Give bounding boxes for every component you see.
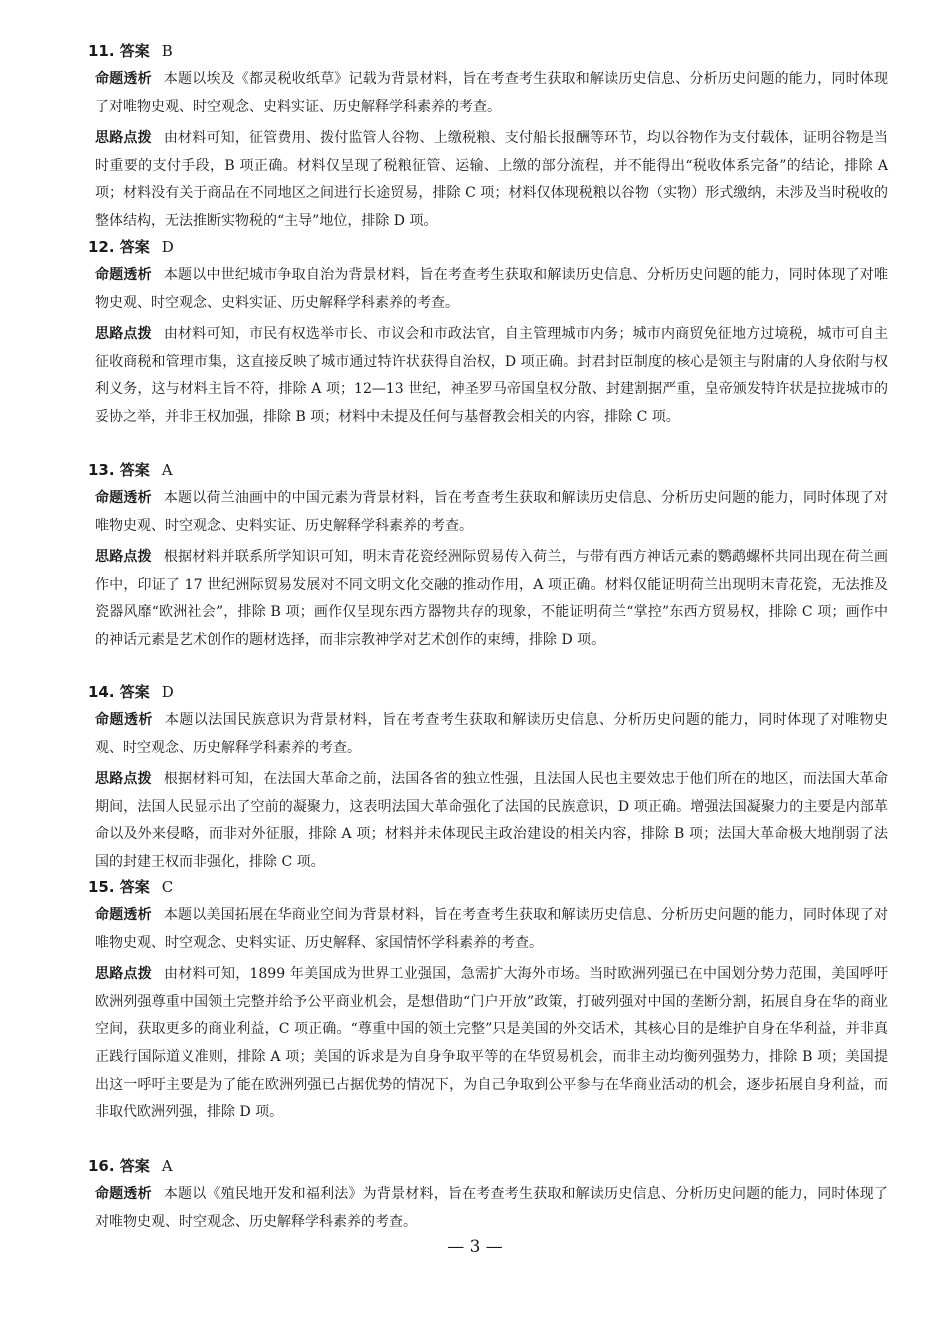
question-label: 13. 答案 (88, 461, 150, 479)
answer-letter: D (161, 238, 174, 256)
hint-paragraph (95, 544, 888, 654)
question-heading (88, 459, 888, 481)
hint-text: 由材料可知，征管费用、拨付监管人谷物、上缴税粮、支付船长报酬等环节，均以谷物作为支付载体，证明谷物是当时重要的支付手段，B 项正确。材料仅呈现了税粮征管、运输、上缴的部分流程，并不能得出“税收体系完备”的结论，排除 A 项；材料没有关于商品在不同地区之间进行长途贸易，排除 C 项；材料仅体现税粮以谷物（实物）形式缴纳，未涉及当时税收的整体结构，无法推断实物税的“主导”地位，排除 D 项。 (95, 130, 889, 229)
hint-paragraph (95, 961, 888, 1127)
analysis-text: 本题以法国民族意识为背景材料，旨在考查考生获取和解读历史信息、分析历史问题的能力，同时体现了对唯物史观、时空观念、历史解释学科素养的考查。 (95, 712, 889, 756)
analysis-paragraph (95, 66, 888, 121)
question-label: 12. 答案 (88, 238, 150, 256)
hint-paragraph (95, 766, 888, 876)
question-12 (68, 236, 888, 432)
analysis-paragraph (95, 1181, 888, 1236)
answer-letter: B (161, 42, 173, 60)
question-label: 15. 答案 (88, 878, 150, 896)
analysis-text: 本题以埃及《都灵税收纸草》记载为背景材料，旨在考查考生获取和解读历史信息、分析历史问题的能力，同时体现了对唯物史观、时空观念、史料实证、历史解释学科素养的考查。 (95, 71, 889, 115)
hint-text: 由材料可知，1899 年美国成为世界工业强国，急需扩大海外市场。当时欧洲列强已在中国划分势力范围，美国呼吁欧洲列强尊重中国领土完整并给予公平商业机会，是想借助“门户开放”政策，打破列强对中国的垄断分割，拓展自身在华的商业空间，获取更多的商业利益，C 项正确。“尊重中国的领土完整”只是美国的外交话术，其核心目的是维护自身在华利益，并非真正践行国际道义准则，排除 A 项；美国的诉求是为自身争取平等的在华贸易机会，而非主动均衡列强势力，排除 B 项；美国提出这一呼吁主要是为了能在欧洲列强已占据优势的情况下，为自己争取到公平参与在华商业活动的机会，逐步拓展自身利益，而非取代欧洲列强，排除 D 项。 (95, 966, 889, 1121)
answer-letter: A (161, 461, 173, 479)
analysis-text: 本题以美国拓展在华商业空间为背景材料，旨在考查考生获取和解读历史信息、分析历史问题的能力，同时体现了对唯物史观、时空观念、史料实证、历史解释、家国情怀学科素养的考查。 (95, 907, 889, 951)
analysis-label: 命题透析 (95, 712, 153, 728)
analysis-paragraph (95, 707, 888, 762)
answer-letter: C (161, 878, 174, 896)
question-15 (68, 876, 888, 1127)
analysis-label: 命题透析 (95, 907, 152, 923)
hint-label: 思路点拨 (95, 966, 152, 983)
analysis-paragraph (95, 485, 888, 540)
hint-label: 思路点拨 (95, 771, 152, 788)
hint-label: 思路点拨 (95, 549, 152, 566)
hint-text: 根据材料并联系所学知识可知，明末青花瓷经洲际贸易传入荷兰，与带有西方神话元素的鹦鹉螺杯共同出现在荷兰画作中，印证了 17 世纪洲际贸易发展对不同文明文化交融的推动作用，A 项正确。材料仅能证明荷兰出现明末青花瓷，无法推及瓷器风靡“欧洲社会”，排除 B 项；画作仅呈现东西方器物共存的现象，不能证明荷兰“掌控”东西方贸易权，排除 C 项；画作中的神话元素是艺术创作的题材选择，而非宗教神学对艺术创作的束缚，排除 D 项。 (95, 549, 889, 648)
analysis-label: 命题透析 (95, 267, 152, 283)
page-number: — 3 — (447, 1237, 503, 1257)
hint-text: 由材料可知，市民有权选举市长、市议会和市政法官，自主管理城市内务；城市内商贸免征地方过境税，城市可自主征收商税和管理市集，这直接反映了城市通过特许状获得自治权，D 项正确。封君封臣制度的核心是领主与附庸的人身依附与权利义务，这与材料主旨不符，排除 A 项；12—13 世纪，神圣罗马帝国皇权分散、封建割据严重，皇帝颁发特许状是拉拢城市的妥协之举，并非王权加强，排除 B 项；材料中未提及任何与基督教会相关的内容，排除 C 项。 (95, 326, 889, 425)
analysis-paragraph (95, 262, 888, 317)
question-11 (68, 40, 888, 236)
analysis-paragraph (95, 902, 888, 957)
question-heading (88, 681, 888, 703)
question-13 (68, 459, 888, 655)
analysis-label: 命题透析 (95, 1186, 152, 1202)
analysis-text: 本题以中世纪城市争取自治为背景材料，旨在考查考生获取和解读历史信息、分析历史问题的能力，同时体现了对唯物史观、时空观念、史料实证、历史解释学科素养的考查。 (95, 267, 889, 311)
question-heading (88, 40, 888, 62)
question-label: 16. 答案 (88, 1157, 150, 1175)
question-heading (88, 1155, 888, 1177)
question-label: 14. 答案 (88, 683, 150, 701)
question-14 (68, 681, 888, 877)
answer-letter: D (161, 683, 174, 701)
analysis-text: 本题以荷兰油画中的中国元素为背景材料，旨在考查考生获取和解读历史信息、分析历史问题的能力，同时体现了对唯物史观、时空观念、史料实证、历史解释学科素养的考查。 (95, 490, 889, 534)
hint-text: 根据材料可知，在法国大革命之前，法国各省的独立性强，且法国人民也主要效忠于他们所在的地区，而法国大革命期间，法国人民显示出了空前的凝聚力，这表明法国大革命强化了法国的民族意识，D 项正确。增强法国凝聚力的主要是内部革命以及外来侵略，而非对外征服，排除 A 项；材料并未体现民主政治建设的相关内容，排除 B 项；法国大革命极大地削弱了法国的封建王权而非强化，排除 C 项。 (95, 771, 889, 870)
question-16 (68, 1155, 888, 1236)
hint-label: 思路点拨 (95, 326, 152, 343)
hint-label: 思路点拨 (95, 130, 152, 147)
answer-letter: A (161, 1157, 173, 1175)
hint-paragraph (95, 125, 888, 235)
question-label: 11. 答案 (88, 42, 150, 60)
analysis-label: 命题透析 (95, 71, 152, 87)
question-heading (88, 236, 888, 258)
analysis-text: 本题以《殖民地开发和福利法》为背景材料，旨在考查考生获取和解读历史信息、分析历史问题的能力，同时体现了对唯物史观、时空观念、历史解释学科素养的考查。 (95, 1186, 889, 1230)
analysis-label: 命题透析 (95, 490, 152, 506)
hint-paragraph (95, 321, 888, 431)
question-heading (88, 876, 888, 898)
